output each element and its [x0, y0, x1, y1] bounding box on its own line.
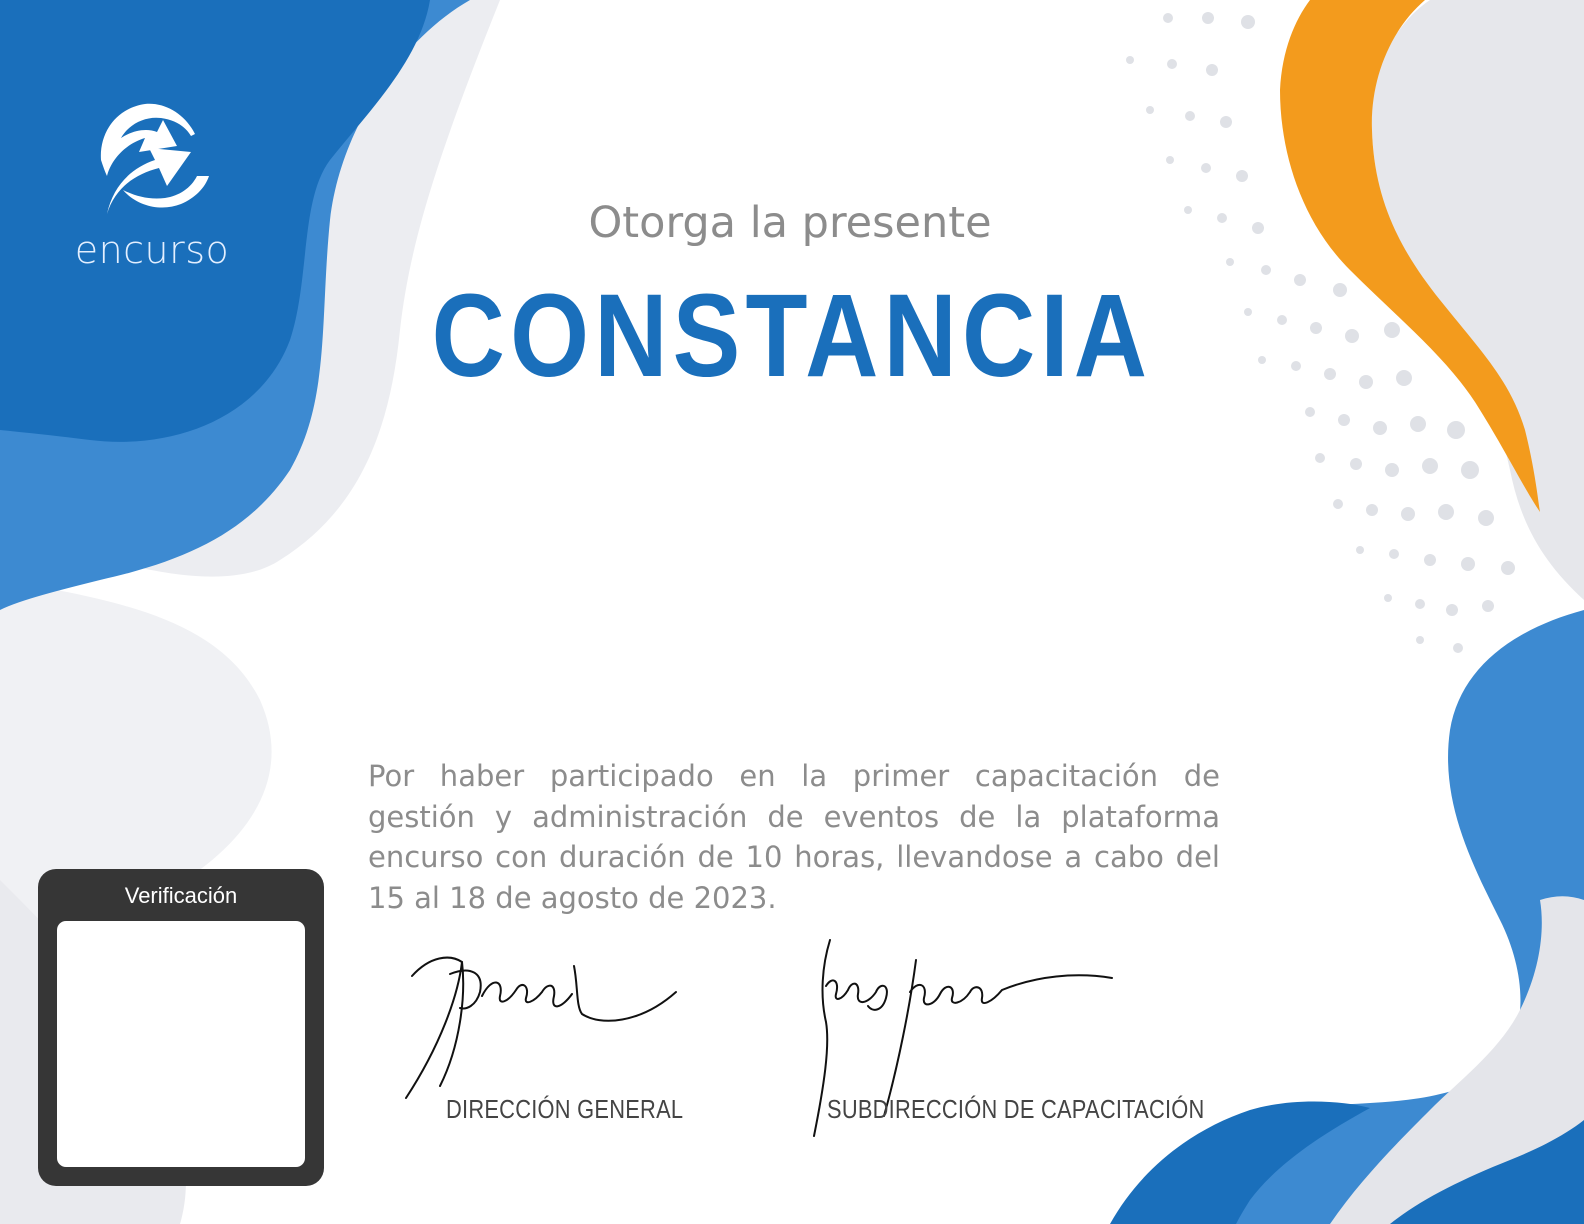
signature-label-subdirector: SUBDIRECCIÓN DE CAPACITACIÓN [827, 1094, 1205, 1124]
signature-director [400, 936, 690, 1116]
subtitle-text: Otorga la presente [588, 198, 992, 248]
certificate-body: Por haber participado en la primer capacitación de gestión y administración de eventos de la plataforma encurso con duración de 10 horas, llevandose a cabo del 15 al 18 de agosto de 2023. [368, 759, 1220, 915]
logo-wordmark: encurso [74, 228, 230, 272]
verification-qr-area [57, 921, 305, 1167]
verification-title: Verificación [124, 883, 238, 908]
verification-panel [38, 869, 324, 1186]
certificate-title [0, 268, 1584, 404]
subtitle [0, 198, 1584, 248]
signature-label-director: DIRECCIÓN GENERAL [446, 1094, 684, 1124]
certificate-title-text: CONSTANCIA [431, 270, 1153, 402]
